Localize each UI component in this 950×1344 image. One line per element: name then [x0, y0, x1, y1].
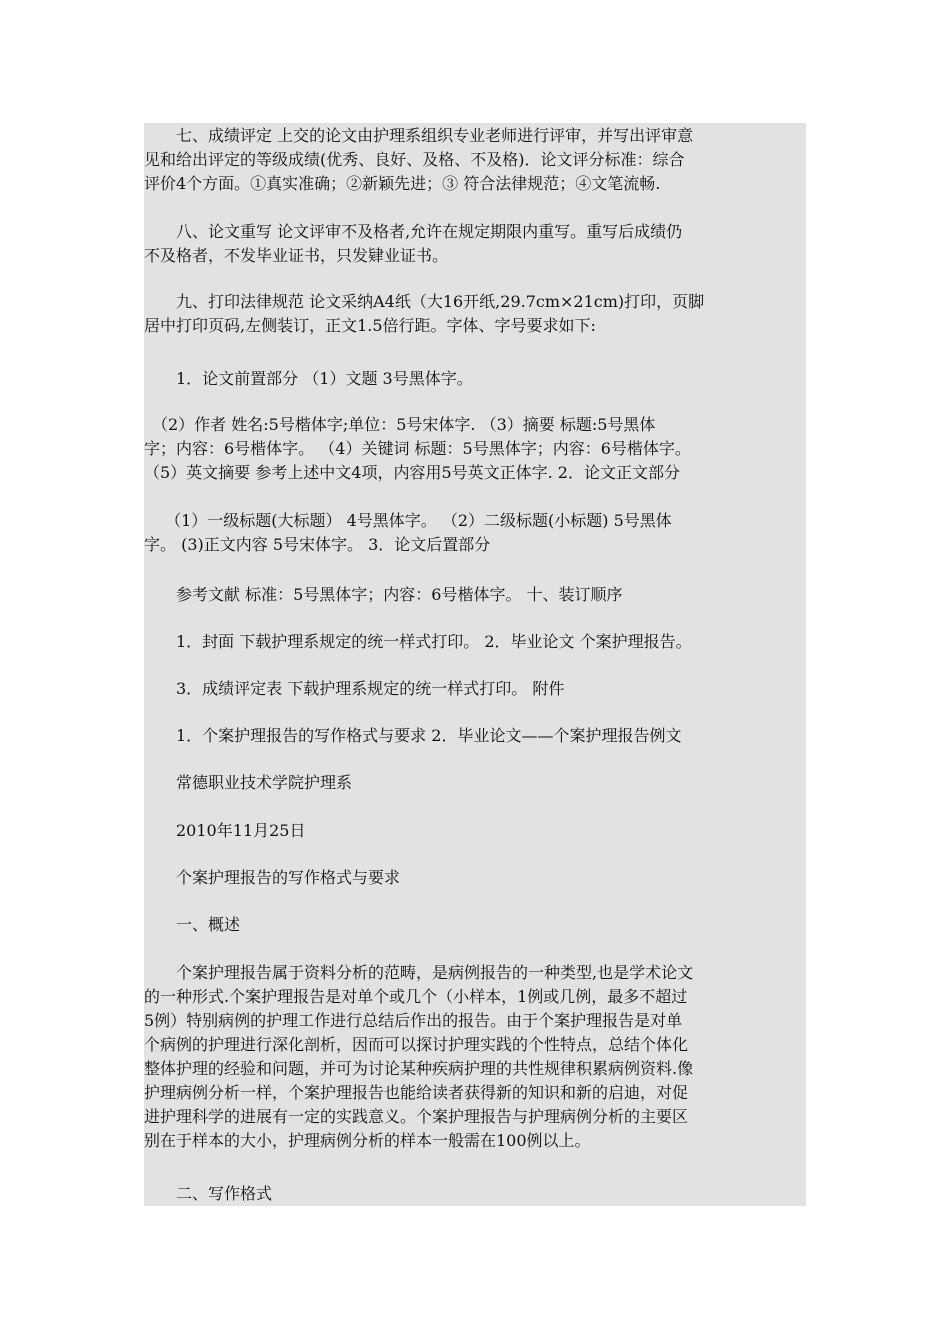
text-line: （1）一级标题(大标题） 4号黑体字。 （2）二级标题(小标题) 5号黑体: [144, 511, 672, 530]
text-line: 居中打印页码,左侧装订，正文1.5倍行距。字体、字号要求如下:: [144, 316, 596, 335]
text-line: 七、成绩评定 上交的论文由护理系组织专业老师进行评审，并写出评审意: [144, 126, 694, 145]
paragraph-author-abstract: [144, 413, 806, 485]
paragraph-overview: [144, 961, 806, 1153]
text-line: 护理病例分析一样，个案护理报告也能给读者获得新的知识和新的启迪，对促: [144, 1083, 689, 1102]
text-line: 常德职业技术学院护理系: [144, 773, 353, 792]
text-line: 见和给出评定的等级成绩(优秀、良好、及格、不及格)．论文评分标准：综合: [144, 150, 685, 169]
text-line: 1．封面 下载护理系规定的统一样式打印。 2．毕业论文 个案护理报告。: [144, 632, 692, 651]
paragraph-grading: [144, 124, 806, 196]
paragraph-attachments: [144, 724, 806, 748]
text-line: 字。 (3)正文内容 5号宋体字。 3．论文后置部分: [144, 535, 491, 554]
text-line: 一、概述: [144, 915, 241, 934]
paragraph-front-matter: [144, 367, 806, 391]
text-line: （2）作者 姓名:5号楷体字;单位：5号宋体字. （3）摘要 标题:5号黑体: [144, 415, 656, 434]
text-line: （5）英文摘要 参考上述中文4项，内容用5号英文正体字. 2．论文正文部分: [144, 463, 680, 482]
text-line: 评价4个方面。①真实准确；②新颖先进；③ 符合法律规范；④文笔流畅.: [144, 174, 661, 193]
paragraph-cover: [144, 630, 806, 654]
text-line: 3．成绩评定表 下载护理系规定的统一样式打印。 附件: [144, 679, 565, 698]
paragraph-references: [144, 583, 806, 607]
paragraph-print-rules: [144, 290, 806, 338]
paragraph-rewrite: [144, 220, 806, 268]
text-line: 的一种形式.个案护理报告是对单个或几个（小样本，1例或几例，最多不超过: [144, 987, 688, 1006]
section-title: [144, 866, 806, 890]
text-line: 个案护理报告属于资料分析的范畴，是病例报告的一种类型,也是学术论文: [144, 963, 694, 982]
text-line: 进护理科学的进展有一定的实践意义。个案护理报告与护理病例分析的主要区: [144, 1107, 689, 1126]
text-line: 二、写作格式: [144, 1184, 273, 1203]
text-line: 2010年11月25日: [144, 821, 306, 840]
paragraph-grade-form: [144, 677, 806, 701]
text-line: 参考文献 标准：5号黑体字；内容：6号楷体字。 十、装订顺序: [144, 585, 623, 604]
text-line: 个病例的护理进行深化剖析，因而可以探讨护理实践的个性特点，总结个体化: [144, 1035, 689, 1054]
text-line: 1．个案护理报告的写作格式与要求 2．毕业论文——个案护理报告例文: [144, 726, 682, 745]
text-line: 九、打印法律规范 论文采纳A4纸（大16开纸,29.7cm×21cm)打印，页脚: [144, 292, 705, 311]
text-line: 整体护理的经验和问题，并可为讨论某种疾病护理的共性规律积累病例资料.像: [144, 1059, 694, 1078]
text-line: 5例）特别病例的护理工作进行总结后作出的报告。由于个案护理报告是对单: [144, 1011, 683, 1030]
paragraph-date: [144, 819, 806, 843]
text-line: 八、论文重写 论文评审不及格者,允许在规定期限内重写。重写后成绩仍: [144, 222, 683, 241]
text-line: 个案护理报告的写作格式与要求: [144, 868, 401, 887]
text-line: 别在于样本的大小，护理病例分析的样本一般需在100例以上。: [144, 1131, 591, 1150]
text-line: 不及格者，不发毕业证书，只发肄业证书。: [144, 246, 449, 265]
text-line: 字；内容：6号楷体字。 （4）关键词 标题：5号黑体字；内容：6号楷体字。: [144, 439, 691, 458]
paragraph-headings: [144, 509, 806, 557]
section-heading-format: [144, 1182, 806, 1206]
paragraph-department: [144, 771, 806, 795]
text-line: 1．论文前置部分 （1）文题 3号黑体字。: [144, 369, 473, 388]
section-heading-overview: [144, 913, 806, 937]
document-body: [144, 123, 806, 1206]
